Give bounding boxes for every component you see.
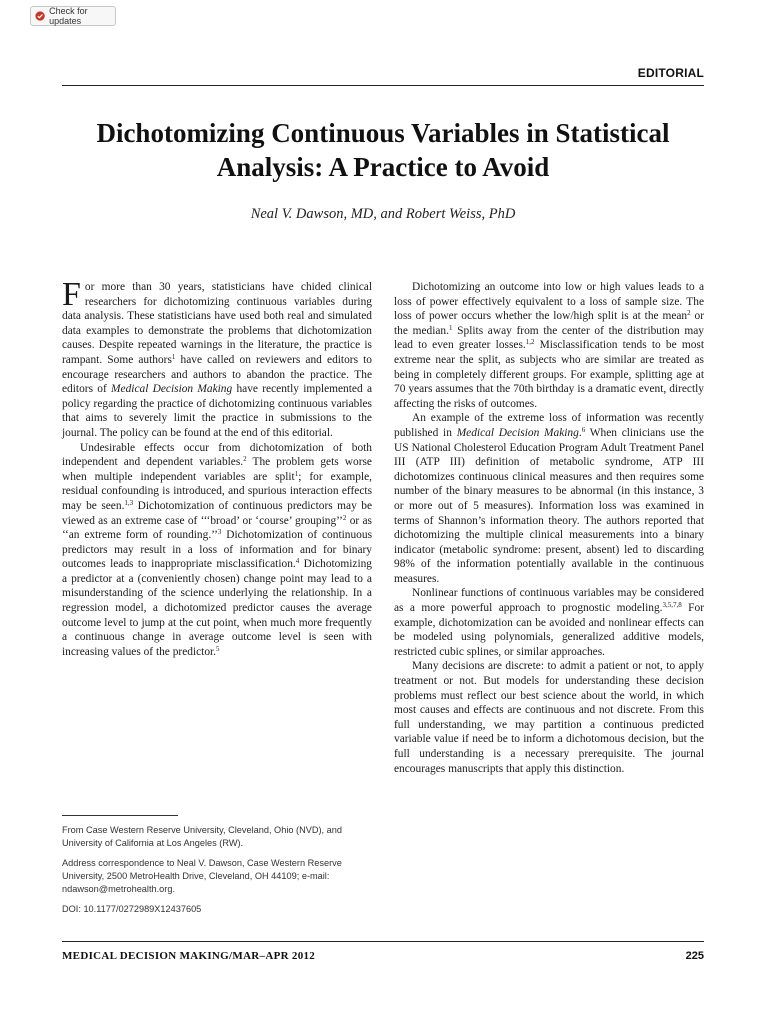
reference-marker[interactable]: 2 bbox=[243, 455, 247, 464]
reference-marker[interactable]: 1,2 bbox=[525, 338, 535, 347]
text-run: Dichotomizing an outcome into low or high values leads to a loss of power effectively equivalent to a loss of sample size. The loss of power occurs whether the low/high split is at the mean bbox=[394, 281, 704, 323]
reference-marker[interactable]: 3 bbox=[217, 528, 222, 537]
reference-marker[interactable]: 2 bbox=[342, 513, 347, 522]
update-check-icon bbox=[35, 10, 45, 22]
text-run: Splits away from the center of the distribution may lead to even greater losses. bbox=[394, 324, 705, 352]
reference-marker[interactable]: 1 bbox=[448, 323, 453, 332]
text-run: An example of the extreme loss of information was recently published in bbox=[394, 412, 704, 439]
badge-label: Check for updates bbox=[49, 6, 88, 26]
reference-marker[interactable]: 2 bbox=[687, 309, 691, 318]
section-label: EDITORIAL bbox=[637, 66, 704, 80]
reference-marker[interactable]: 5 bbox=[216, 644, 220, 653]
header-divider bbox=[62, 85, 704, 86]
body-paragraph bbox=[394, 586, 704, 659]
text-run: When clinicians use the US National Cholesterol Education Program Adult Treatment Panel III (ATP III) definition of metabolic syndrome, ATP III dichotomizes continuous clinical measures and then requires some number of the binary measures to be abnormal (in this instance, 3 or more out of 5 measures). Information loss was examined in terms of Shannon’s information theory. The authors reported that dichotomizing the multiple clinical measurements into a binary indicator (metabolic syndrome: present, absent) led to discarding 98% of the information potentially available in the continuous measures. bbox=[394, 426, 704, 585]
footnotes bbox=[62, 824, 372, 923]
drop-cap: F bbox=[62, 276, 81, 313]
body-paragraph bbox=[62, 441, 372, 660]
reference-marker[interactable]: 1 bbox=[294, 469, 299, 478]
text-run: The problem gets worse when multiple independent variables are split bbox=[62, 456, 372, 483]
text-run: or the median. bbox=[394, 310, 705, 337]
article-authors: Neal V. Dawson, MD, and Robert Weiss, PhD bbox=[250, 206, 516, 222]
reference-marker[interactable]: 4 bbox=[295, 557, 300, 566]
body-paragraph bbox=[62, 276, 373, 441]
text-run: have called on reviewers and editors to encourage researchers and authors to abandon the practice. The editors of bbox=[62, 353, 373, 396]
correspondence-note: Address correspondence to Neal V. Dawson, Case Western Reserve University, 2500 MetroHealth Drive, Cleveland, OH 44109; e-mail: ndawson@metrohealth.org. bbox=[62, 858, 342, 894]
text-run: . bbox=[578, 426, 582, 439]
text-run: Dichotomization of continuous predictors may result in a loss of information and for binary outcomes leads to inappropriate misclassification. bbox=[62, 529, 372, 571]
text-run: Misclassification tends to be most extreme near the split, as subjects who are similar are treated as being in completely different groups. For example, splitting age at 70 years assumes that the 70th birthday is a dramatic event, directly affecting the risks of outcomes. bbox=[394, 339, 704, 410]
reference-marker[interactable]: 6 bbox=[581, 425, 586, 434]
left-column bbox=[62, 276, 373, 659]
text-run: Dichotomizing a predictor at a (conveniently chosen) change point may lead to a misunderstanding of the science underlying the relationship. In a regression model, a dichotomized predictor causes the average outcome level to jump at the cut point, when much more frequently a continuous change in average outcome level is seen with increasing values of the predictor. bbox=[62, 558, 373, 658]
footer-divider bbox=[62, 941, 704, 942]
right-column bbox=[394, 280, 704, 776]
affiliation-note: From Case Western Reserve University, Cleveland, Ohio (NVD), and University of California at Los Angeles (RW). bbox=[62, 825, 342, 848]
text-run: Dichotomization of continuous predictors may be viewed as an extreme case of ‘‘‘broad’ or ‘course’ grouping’’ bbox=[62, 499, 372, 527]
reference-marker[interactable]: 1,3 bbox=[124, 498, 134, 507]
journal-name-text: Medical Decision Making bbox=[111, 383, 233, 396]
check-for-updates-badge[interactable] bbox=[30, 6, 116, 26]
text-run: Many decisions are discrete: to admit a patient or not, to apply treatment or not. But models for understanding these decision problems must reflect our best science about the world, in which most causes and effects are continuous and not discrete. From this full understanding, we may partition a continuous predicted variable value if need be to inform a dichotomous decision, but the full understanding is a necessary prerequisite. The journal encourages manuscripts that apply this distinction. bbox=[394, 660, 704, 775]
text-run: ; for example, residual confounding is introduced, and spurious interaction effects may be seen. bbox=[62, 470, 373, 512]
body-paragraph bbox=[394, 280, 704, 411]
text-run: or as ‘‘an extreme form of rounding.’’ bbox=[62, 514, 372, 542]
text-run: Undesirable effects occur from dichotomization of both independent and dependent variables. bbox=[62, 441, 372, 469]
body-paragraph bbox=[394, 659, 704, 776]
page-number: 225 bbox=[685, 950, 704, 962]
reference-marker[interactable]: 3,5,7,8 bbox=[662, 601, 682, 610]
text-run: or more than 30 years, statisticians have chided clinical researchers for dichotomizing continuous variables during data analysis. These statisticians have used both real and simulated data examples to demonstrate the problems that dichotomization causes. Despite repeated warnings in the literature, the practice is rampant. Some authors bbox=[62, 281, 372, 366]
text-run: Nonlinear functions of continuous variables may be considered as a more powerful approach to prognostic modeling. bbox=[394, 587, 704, 615]
text-run: have recently implemented a policy regarding the practice of dichotomizing continuous variables that aims to severely limit the practice in submissions to the journal. The policy can be found at the end of this editorial. bbox=[62, 383, 372, 439]
journal-name-text: Medical Decision Making bbox=[456, 426, 579, 439]
doi-note[interactable]: DOI: 10.1177/0272989X12437605 bbox=[62, 904, 202, 914]
reference-marker[interactable]: 1 bbox=[171, 352, 176, 361]
footnote-divider bbox=[62, 815, 178, 816]
body-paragraph bbox=[394, 411, 704, 586]
text-run: For example, dichotomization can be avoided and nonlinear effects can be modeled using polynomials, generalized additive models, restricted cubic splines, or similar approaches. bbox=[394, 602, 704, 658]
journal-citation: MEDICAL DECISION MAKING/MAR–APR 2012 bbox=[62, 950, 316, 962]
article-title: Dichotomizing Continuous Variables in Statistical Analysis: A Practice to Avoid bbox=[96, 118, 670, 182]
